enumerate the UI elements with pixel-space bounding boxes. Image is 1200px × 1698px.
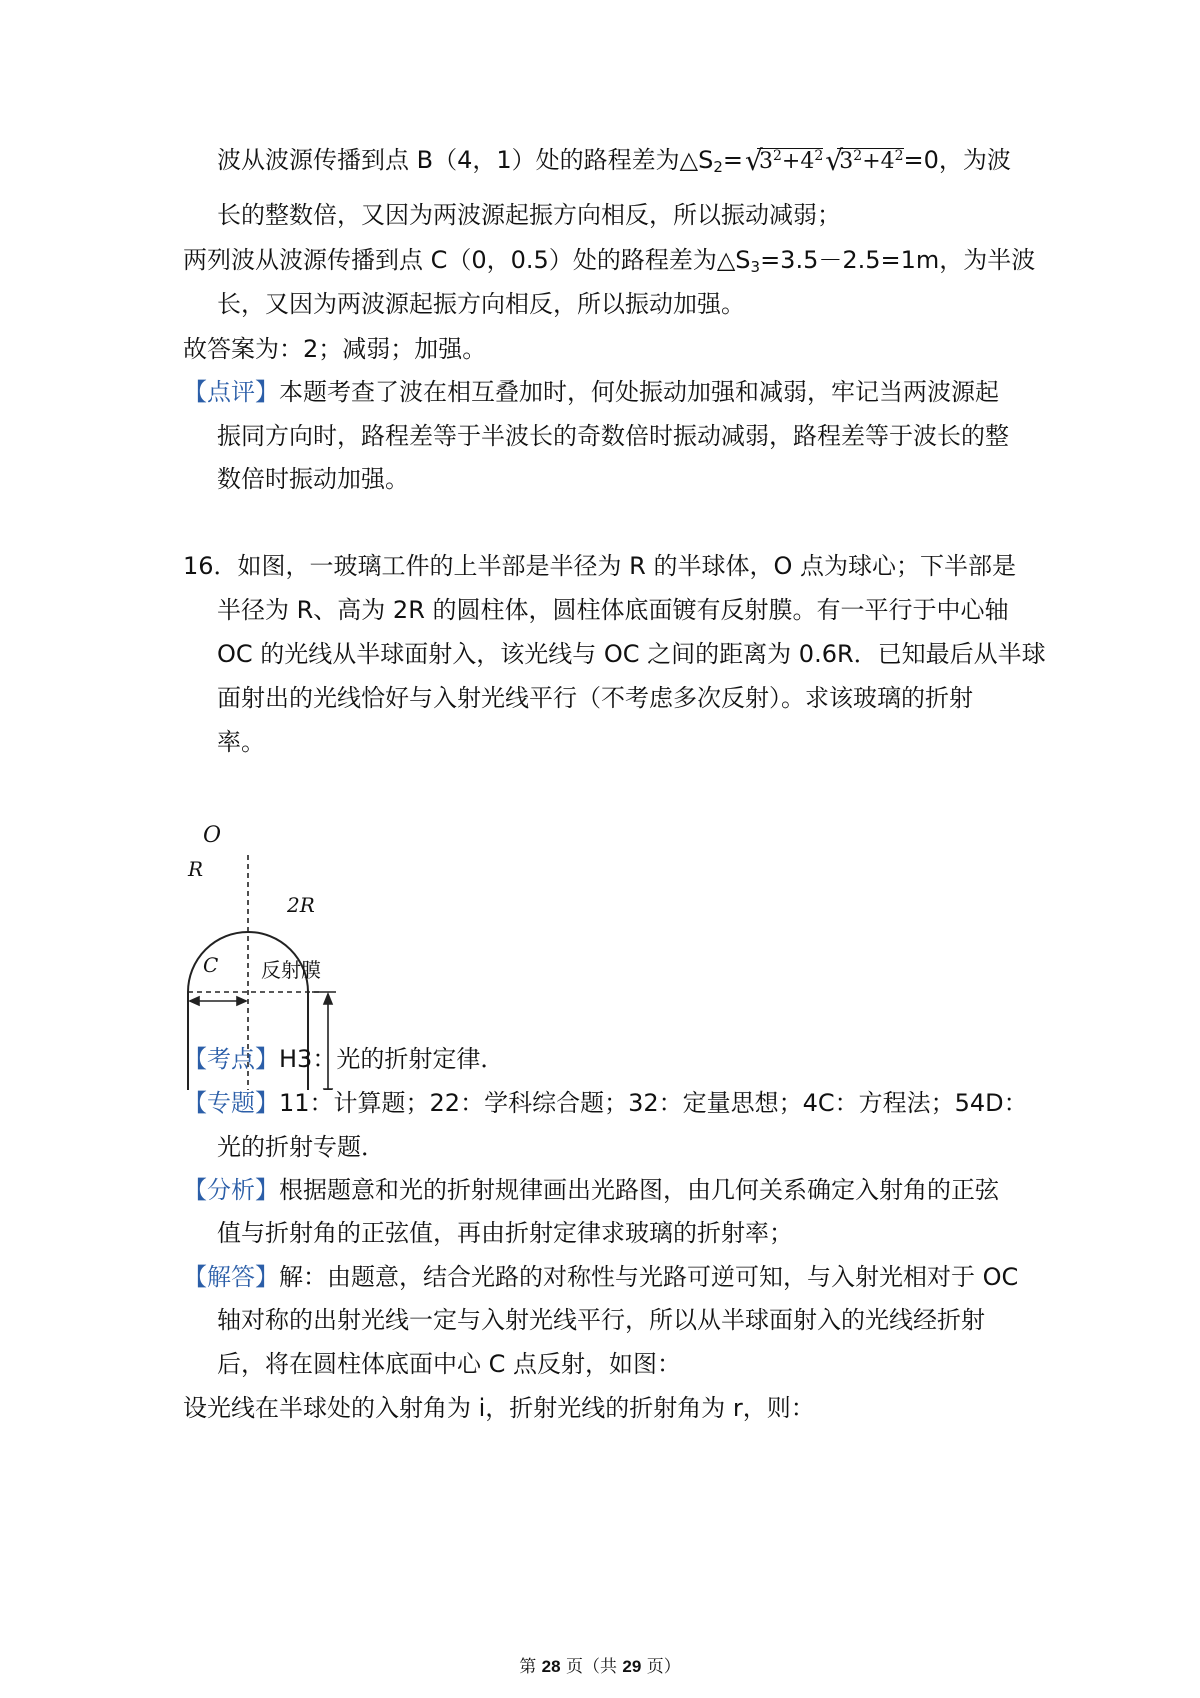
answer-line: 故答案为：2；减弱；加强。 <box>183 335 487 363</box>
footer-text: 页） <box>641 1657 681 1677</box>
question-16-line-4: 面射出的光线恰好与入射光线平行（不考虑多次反射）。求该玻璃的折射 <box>217 684 973 712</box>
fenxi-line-2: 值与折射角的正弦值，再由折射定律求玻璃的折射率； <box>217 1219 793 1247</box>
zhuanti-line-1 <box>183 1091 1028 1115</box>
total-pages: 29 <box>622 1657 642 1676</box>
comment-tag: 【点评】 <box>183 378 279 406</box>
footer-text: 页（共 <box>560 1657 623 1677</box>
question-16-line-5: 率。 <box>217 728 265 756</box>
text-segment: = <box>722 146 743 174</box>
exponent: 2 <box>772 148 782 164</box>
zhuanti-tag: 【专题】 <box>183 1089 279 1117</box>
radius-arrow-left <box>190 997 199 1005</box>
sqrt-expression-2 <box>825 144 904 177</box>
question-16-line-2: 半径为 R、高为 2R 的圆柱体，圆柱体底面镀有反射膜。有一平行于中心轴 <box>217 596 1009 624</box>
zhuanti-line-2: 光的折射专题． <box>217 1133 385 1161</box>
exponent: 2 <box>853 148 863 164</box>
kaodian-tag: 【考点】 <box>183 1045 279 1073</box>
text-segment: =3.5－2.5=1m，为半波 <box>760 246 1036 274</box>
question-16-line-3: OC 的光线从半球面射入，该光线与 OC 之间的距离为 0.6R．已知最后从半球 <box>217 640 1046 668</box>
footer-text: 第 <box>519 1657 542 1677</box>
text-segment: 11：计算题；22：学科综合题；32：定量思想；4C：方程法；54D： <box>279 1089 1028 1117</box>
radius-arrow-right <box>237 997 246 1005</box>
sqrt-expression-1 <box>744 144 824 177</box>
jieda-line-2: 轴对称的出射光线一定与入射光线平行，所以从半球面射入的光线经折射 <box>217 1306 985 1334</box>
radical-sign: √ <box>744 144 763 177</box>
fenxi-line-1 <box>183 1178 999 1202</box>
label-c: C <box>203 953 219 977</box>
para-path-difference-b <box>217 144 1011 177</box>
para-line: 长，又因为两波源起振方向相反，所以振动加强。 <box>217 290 745 318</box>
text-segment: 两列波从波源传播到点 C（0，0.5）处的路程差为△S <box>183 246 751 274</box>
fenxi-tag: 【分析】 <box>183 1176 279 1204</box>
radical-sign: √ <box>825 144 844 177</box>
math-term: +4 <box>781 149 815 174</box>
exponent: 2 <box>814 148 824 164</box>
label-2r: 2R <box>287 893 315 917</box>
para-line: 长的整数倍，又因为两波源起振方向相反，所以振动减弱； <box>217 201 841 229</box>
subscript: 2 <box>713 158 723 176</box>
radical-bar <box>837 148 903 149</box>
last-line: 设光线在半球处的入射角为 i，折射光线的折射角为 r，则： <box>183 1394 815 1422</box>
text-segment: 解：由题意，结合光路的对称性与光路可逆可知，与入射光相对于 OC <box>279 1263 1019 1291</box>
label-o: O <box>203 823 222 848</box>
jieda-line-3: 后，将在圆柱体底面中心 C 点反射，如图： <box>217 1350 682 1378</box>
text-segment: 根据题意和光的折射规律画出光路图，由几何关系确定入射角的正弦 <box>279 1176 999 1204</box>
para-path-difference-c <box>183 246 1036 276</box>
exponent: 2 <box>894 148 904 164</box>
comment-line-3: 数倍时振动加强。 <box>217 465 409 493</box>
text-segment: H3：光的折射定律． <box>279 1045 505 1073</box>
page-footer <box>0 1652 1200 1677</box>
math-term: +4 <box>862 149 895 174</box>
math-term: 3 <box>758 149 773 174</box>
height-arrow-top <box>324 994 332 1004</box>
kaodian-line <box>183 1047 504 1071</box>
math-term: 3 <box>839 149 854 174</box>
radical-bar <box>757 148 823 149</box>
question-16-line-1: 16．如图，一玻璃工件的上半部是半径为 R 的半球体，O 点为球心；下半部是 <box>183 552 1016 580</box>
label-r: R <box>188 857 204 881</box>
text-segment: 波从波源传播到点 B（4，1）处的路程差为△S <box>217 146 714 174</box>
subscript: 3 <box>750 258 761 276</box>
comment-line-2: 振同方向时，路程差等于半波长的奇数倍时振动减弱，路程差等于波长的整 <box>217 422 1009 450</box>
page-number: 28 <box>541 1657 561 1676</box>
text-segment: 本题考查了波在相互叠加时，何处振动加强和减弱，牢记当两波源起 <box>279 378 999 406</box>
label-reflective-film: 反射膜 <box>261 958 321 982</box>
comment-line-1 <box>183 380 999 404</box>
text-segment: =0，为波 <box>903 146 1011 174</box>
jieda-tag: 【解答】 <box>183 1263 279 1291</box>
jieda-line-1 <box>183 1265 1018 1289</box>
